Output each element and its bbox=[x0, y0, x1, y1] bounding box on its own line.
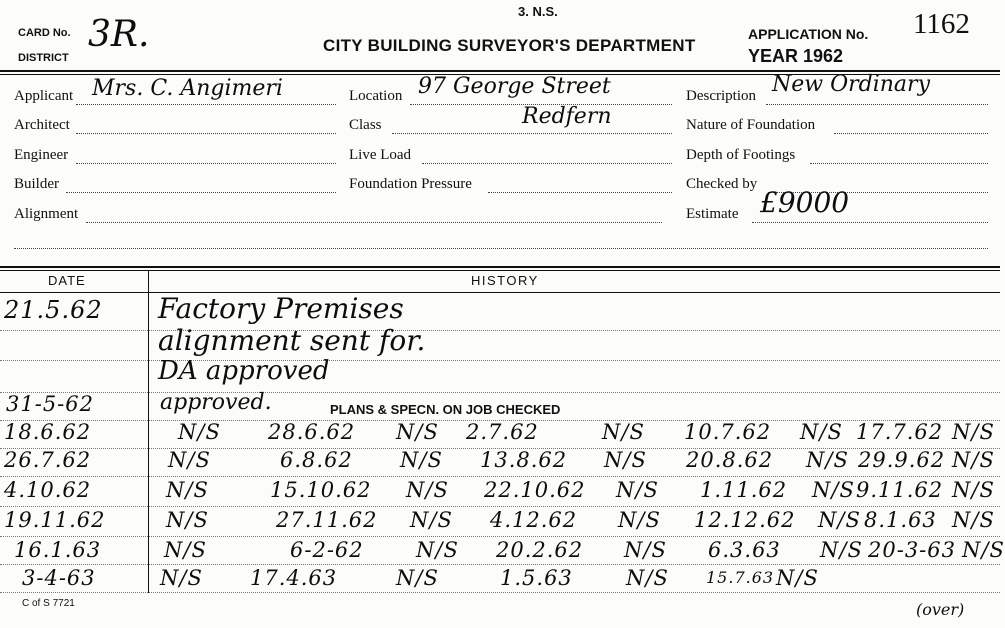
estimate-value: £9000 bbox=[760, 186, 850, 219]
row-2-text: alignment sent for. bbox=[158, 324, 426, 357]
row-10-date-4: 15.7.63 bbox=[706, 568, 775, 587]
row-7-ns: N/S bbox=[812, 478, 855, 502]
builder-label: Builder bbox=[14, 176, 59, 192]
alignment-label: Alignment bbox=[14, 206, 79, 222]
history-divider bbox=[0, 266, 1000, 268]
date-column-divider bbox=[148, 271, 149, 593]
row-9-ns: N/S bbox=[164, 538, 207, 562]
row-9-date-3: 20.2.62 bbox=[496, 538, 584, 562]
row-5-ns: N/S bbox=[396, 420, 439, 444]
row-6-date-3: 13.8.62 bbox=[480, 448, 568, 472]
row-5-date-5: 17.7.62 bbox=[856, 420, 944, 444]
row-5-date-4: 10.7.62 bbox=[684, 420, 772, 444]
row-4-text: approved. bbox=[160, 390, 272, 415]
row-8-ns: N/S bbox=[618, 508, 661, 532]
row-9-ns: N/S bbox=[624, 538, 667, 562]
row-8-date-5: 8.1.63 bbox=[864, 508, 937, 532]
depth-of-footings-label: Depth of Footings bbox=[686, 147, 796, 163]
description-label: Description bbox=[686, 88, 756, 104]
row-8-date-2: 27.11.62 bbox=[276, 508, 378, 532]
row-5-ns: N/S bbox=[952, 420, 995, 444]
row-8-date-3: 4.12.62 bbox=[490, 508, 578, 532]
live-load-label: Live Load bbox=[349, 147, 412, 163]
plans-checked-stamp: PLANS & SPECN. ON JOB CHECKED bbox=[330, 402, 561, 417]
location-value-suburb: Redfern bbox=[522, 104, 612, 129]
row-7-ns: N/S bbox=[952, 478, 995, 502]
row-7-date: 4.10.62 bbox=[4, 478, 92, 502]
row-5-date: 18.6.62 bbox=[4, 420, 92, 444]
row-7-ns: N/S bbox=[616, 478, 659, 502]
row-1-date: 21.5.62 bbox=[4, 296, 103, 324]
row-6-ns: N/S bbox=[806, 448, 849, 472]
card-no-label: CARD No. bbox=[18, 27, 71, 39]
row-10-ns: N/S bbox=[160, 566, 203, 590]
row-6-ns: N/S bbox=[400, 448, 443, 472]
row-1-text: Factory Premises bbox=[158, 292, 404, 325]
architect-label: Architect bbox=[14, 117, 70, 133]
application-label: APPLICATION No. bbox=[748, 26, 869, 42]
history-column-header: HISTORY bbox=[471, 273, 539, 288]
row-8-date: 19.11.62 bbox=[4, 508, 106, 532]
row-5-date-3: 2.7.62 bbox=[466, 420, 539, 444]
applicant-label: Applicant bbox=[14, 88, 74, 104]
row-6-ns: N/S bbox=[952, 448, 995, 472]
row-5-date-2: 28.6.62 bbox=[268, 420, 356, 444]
row-9-date-4: 6.3.63 bbox=[708, 538, 781, 562]
row-10-ns: N/S bbox=[626, 566, 669, 590]
row-8-ns: N/S bbox=[166, 508, 209, 532]
row-5-ns: N/S bbox=[178, 420, 221, 444]
location-value-street: 97 George Street bbox=[418, 74, 611, 99]
nature-of-foundation-label: Nature of Foundation bbox=[686, 117, 816, 133]
row-7-ns: N/S bbox=[166, 478, 209, 502]
applicant-value: Mrs. C. Angimeri bbox=[92, 76, 283, 101]
foundation-pressure-label: Foundation Pressure bbox=[349, 176, 472, 192]
row-6-ns: N/S bbox=[604, 448, 647, 472]
row-10-date: 3-4-63 bbox=[22, 566, 96, 590]
row-9-ns: N/S bbox=[416, 538, 459, 562]
date-column-header: DATE bbox=[48, 273, 86, 288]
form-code: C of S 7721 bbox=[22, 598, 75, 609]
row-8-ns: N/S bbox=[818, 508, 861, 532]
history-divider-2 bbox=[0, 270, 1000, 271]
description-value: New Ordinary bbox=[772, 72, 930, 97]
history-header-rule bbox=[0, 292, 1000, 293]
department-title: CITY BUILDING SURVEYOR'S DEPARTMENT bbox=[323, 36, 696, 55]
application-number: 1162 bbox=[913, 8, 970, 40]
over-note: (over) bbox=[916, 600, 965, 619]
row-6-date-5: 29.9.62 bbox=[858, 448, 946, 472]
row-6-ns: N/S bbox=[168, 448, 211, 472]
row-3-text: DA approved bbox=[158, 356, 330, 386]
row-6-date-2: 6.8.62 bbox=[280, 448, 353, 472]
class-label: Class bbox=[349, 117, 382, 133]
row-8-ns: N/S bbox=[410, 508, 453, 532]
district-label: DISTRICT bbox=[18, 52, 69, 64]
row-6-date: 26.7.62 bbox=[4, 448, 92, 472]
row-7-ns: N/S bbox=[406, 478, 449, 502]
row-9-date: 16.1.63 bbox=[14, 538, 102, 562]
row-6-date-4: 20.8.62 bbox=[686, 448, 774, 472]
card-no-value: 3R. bbox=[88, 14, 150, 55]
engineer-label: Engineer bbox=[14, 147, 69, 163]
row-10-ns: N/S bbox=[776, 566, 819, 590]
checked-by-label: Checked by bbox=[686, 176, 758, 192]
estimate-label: Estimate bbox=[686, 206, 739, 222]
row-9-date-2: 6-2-62 bbox=[290, 538, 364, 562]
row-9-date-5: 20-3-63 bbox=[868, 538, 956, 562]
row-8-date-4: 12.12.62 bbox=[694, 508, 796, 532]
row-5-ns: N/S bbox=[800, 420, 843, 444]
row-7-date-4: 1.11.62 bbox=[700, 478, 788, 502]
row-10-date-3: 1.5.63 bbox=[500, 566, 573, 590]
location-label: Location bbox=[349, 88, 403, 104]
series-number: 3. N.S. bbox=[518, 4, 558, 19]
row-7-date-5: 9.11.62 bbox=[856, 478, 944, 502]
row-10-ns: N/S bbox=[396, 566, 439, 590]
row-9-ns: N/S bbox=[962, 538, 1005, 562]
row-7-date-2: 15.10.62 bbox=[270, 478, 372, 502]
year-label: YEAR 1962 bbox=[748, 46, 844, 66]
row-10-date-2: 17.4.63 bbox=[250, 566, 338, 590]
row-5-ns: N/S bbox=[602, 420, 645, 444]
row-8-ns: N/S bbox=[952, 508, 995, 532]
row-7-date-3: 22.10.62 bbox=[484, 478, 586, 502]
row-9-ns: N/S bbox=[820, 538, 863, 562]
row-4-date: 31-5-62 bbox=[6, 392, 94, 416]
